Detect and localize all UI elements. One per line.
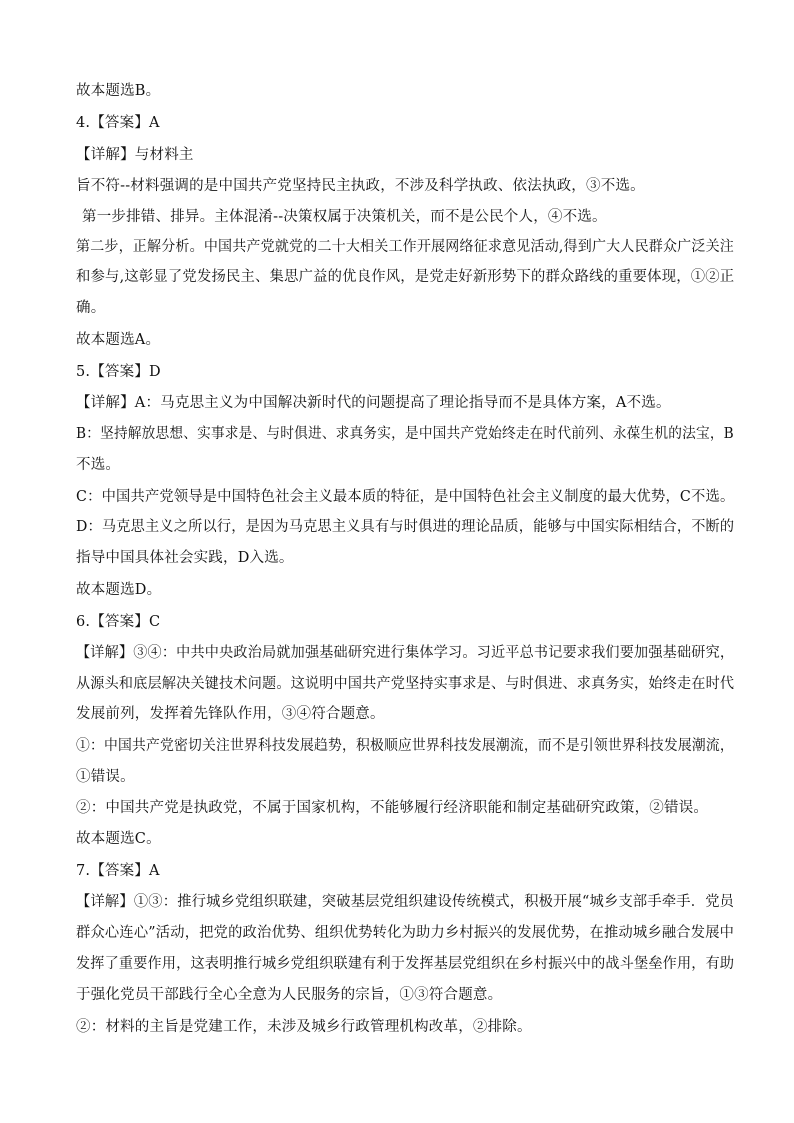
text-line: 于强化党员干部践行全心全意为人民服务的宗旨，①③符合题意。 xyxy=(76,987,503,1003)
text-line: 不选。 xyxy=(76,457,121,473)
text-line: ②：材料的主旨是党建工作，未涉及城乡行政管理机构改革，②排除。 xyxy=(76,1019,532,1035)
text-line: 和参与,这彰显了党发扬民主、集思广益的优良作风，是党走好新形势下的群众路线的重要体现，①②正 xyxy=(76,269,735,285)
text-line: 旨不符--材料强调的是中国共产党坚持民主执政，不涉及科学执政、依法执政，③不选。 xyxy=(76,178,645,194)
text-line: 发展前列，发挥着先锋队作用，③④符合题意。 xyxy=(76,706,385,722)
text-line: 从源头和底层解决关键技术问题。这说明中国共产党坚持实事求是、与时俱进、求真务实，始终走在时代 xyxy=(76,676,735,692)
text-line: 第二步，正解分析。中国共产党就党的二十大相关工作开展网络征求意见活动,得到广大人民群众广泛关注 xyxy=(76,239,734,255)
answer-heading-7: 7.【答案】A xyxy=(76,863,160,879)
answer-heading-6: 6.【答案】C xyxy=(76,614,161,630)
text-line: 【详解】①③：推行城乡党组织联建，突破基层党组织建设传统模式，积极开展“城乡支部手牵手．党员 xyxy=(76,894,735,910)
text-line: 群众心连心”活动，把党的政治优势、组织优势转化为助力乡村振兴的发展优势，在推动城乡融合发展中 xyxy=(76,925,735,941)
text-line: D：马克思主义之所以行，是因为马克思主义具有与时俱进的理论品质，能够与中国实际相结合，不断的 xyxy=(76,519,735,535)
text-line: 发挥了重要作用，这表明推行城乡党组织联建有利于发挥基层党组织在乡村振兴中的战斗堡垒作用，有助 xyxy=(76,956,735,972)
text-line: ①：中国共产党密切关注世界科技发展趋势，积极顺应世界科技发展潮流，而不是引领世界科技发展潮流， xyxy=(76,738,734,754)
text-line: ①错误。 xyxy=(76,769,135,785)
text-line: 故本题选D。 xyxy=(76,582,162,598)
answer-heading-5: 5.【答案】D xyxy=(76,364,161,380)
text-line: 【详解】与材料主 xyxy=(76,147,194,163)
answer-heading-4: 4.【答案】A xyxy=(76,115,160,131)
text-line: C：中国共产党领导是中国特色社会主义最本质的特征，是中国特色社会主义制度的最大优势，C不选。 xyxy=(76,489,735,505)
text-line: 故本题选A。 xyxy=(76,332,161,348)
text-line: ②：中国共产党是执政党，不属于国家机构，不能够履行经济职能和制定基础研究政策，②错误。 xyxy=(76,800,709,816)
text-line: 故本题选C。 xyxy=(76,831,161,847)
text-line: 故本题选B。 xyxy=(76,83,161,99)
text-line: 确。 xyxy=(76,300,106,316)
text-line: B：坚持解放思想、实事求是、与时俱进、求真务实，是中国共产党始终走在时代前列、永葆生机的法宝，B xyxy=(76,426,734,442)
text-line: 【详解】③④：中共中央政治局就加强基础研究进行集体学习。习近平总书记要求我们要加强基础研究， xyxy=(76,645,735,661)
text-line: 【详解】A：马克思主义为中国解决新时代的问题提高了理论指导而不是具体方案，A不选。 xyxy=(76,395,671,411)
text-line: 第一步排错、排异。主体混淆--决策权属于决策机关，而不是公民个人，④不选。 xyxy=(82,209,607,225)
text-line: 指导中国具体社会实践，D入选。 xyxy=(76,550,294,566)
